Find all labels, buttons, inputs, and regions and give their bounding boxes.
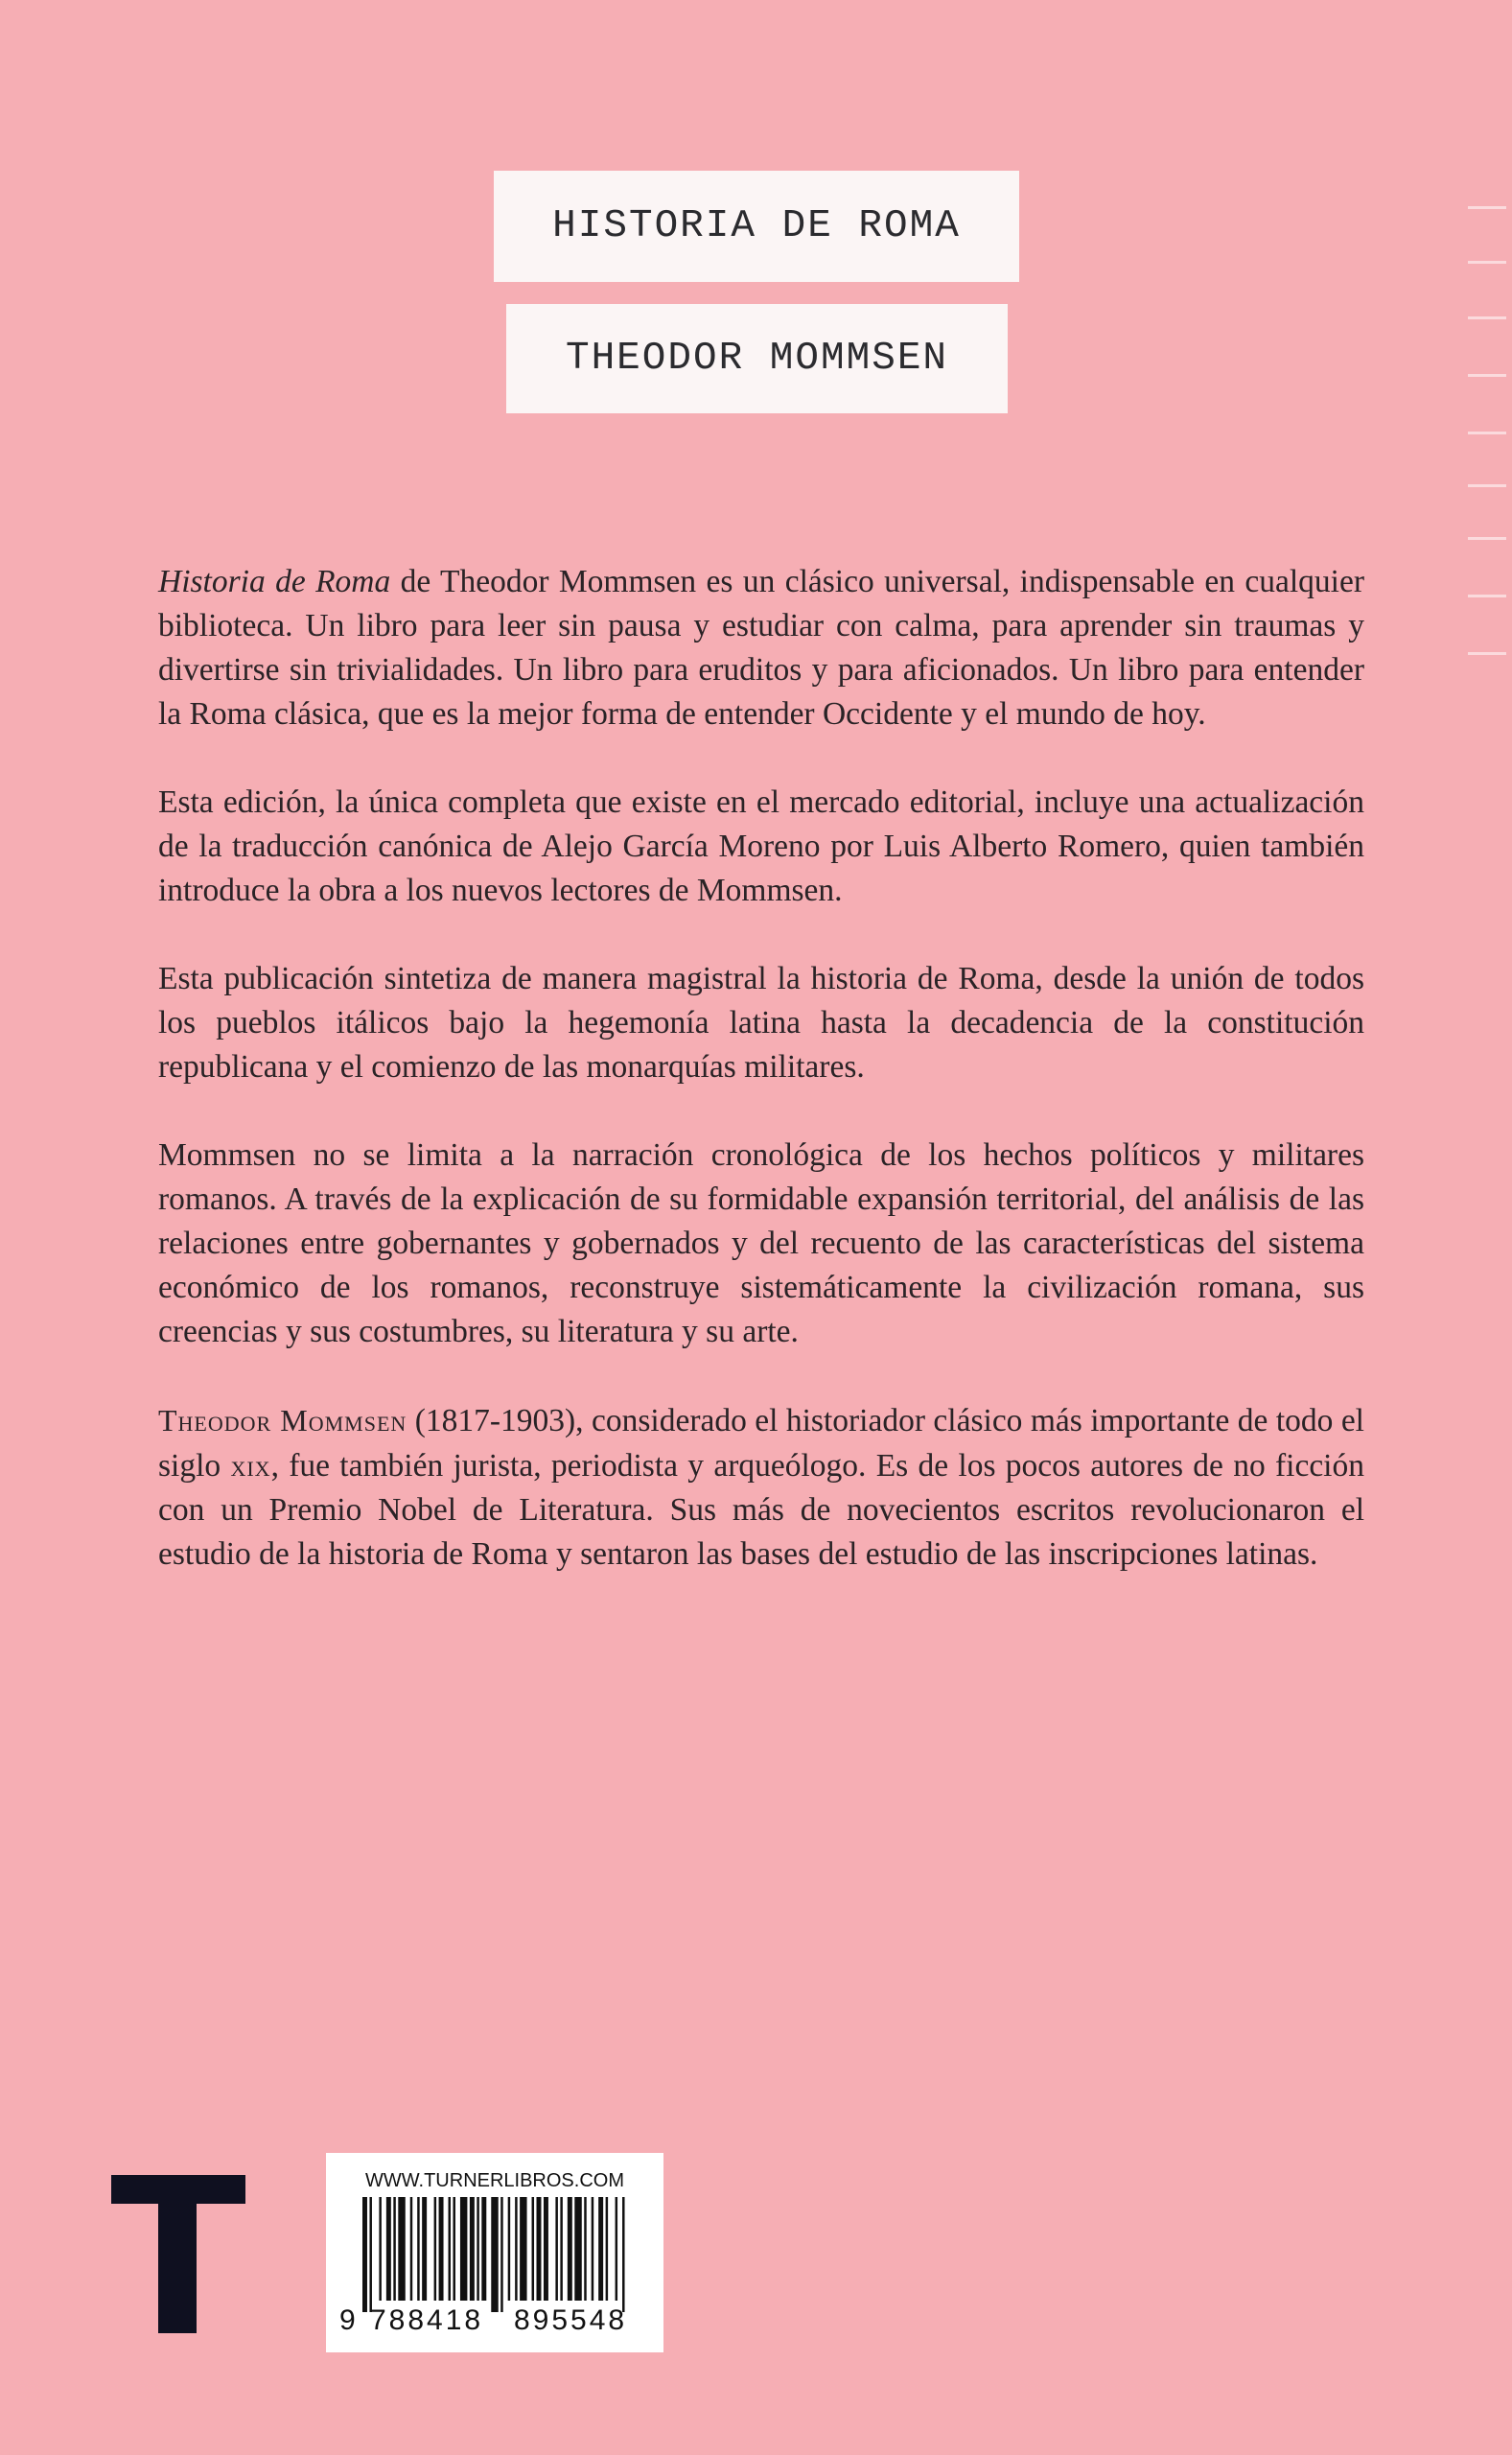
back-cover-blurb xyxy=(158,560,1364,1577)
isbn-digits xyxy=(326,2304,663,2343)
isbn-left-digits: 788418 xyxy=(370,2304,484,2336)
blurb-paragraph-1 xyxy=(158,560,1364,736)
author-bio-century: xix xyxy=(230,1448,271,1483)
blurb-paragraph-3: Esta publicación sintetiza de manera magistral la historia de Roma, desde la unión de todos los pueblos itálicos bajo la hegemonía latina hasta la decadencia de la constitución republicana y el comienzo de las monarquías militares. xyxy=(158,961,1364,1085)
blurb-paragraph-1-text: de Theodor Mommsen es un clásico universal, indispensable en cualquier biblioteca. Un libro para leer sin pausa y estudiar con calma, para aprender sin traumas y divertirse sin trivialidades. Un libro para eruditos y para aficionados. Un libro para entender la Roma clásica, que es la mejor forma de entender Occidente y el mundo de hoy. xyxy=(158,564,1364,732)
title-label xyxy=(494,171,1019,282)
book-author: THEODOR MOMMSEN xyxy=(565,337,949,381)
author-bio xyxy=(158,1398,1364,1577)
publisher-url: WWW.TURNERLIBROS.COM xyxy=(365,2170,624,2191)
turner-t-logo-icon xyxy=(111,2175,245,2333)
book-title-italic: Historia de Roma xyxy=(158,564,391,599)
barcode-bars-icon xyxy=(362,2197,627,2312)
author-bio-text-a: (1817-1903), considerado el historiador clásico más importante de todo el siglo xyxy=(158,1403,1364,1484)
blurb-paragraph-4: Mommsen no se limita a la narración cronológica de los hechos políticos y militares romanos. A través de la explicación de su formidable expansión territorial, del análisis de las relaciones entre gobernantes y gobernados y del recuento de las características del sistema económico de los romanos, reconstruye sistemáticamente la civilización romana, sus creencias y sus costumbres, su literatura y su arte. xyxy=(158,1137,1364,1349)
isbn-lead-digit: 9 xyxy=(339,2304,356,2336)
book-title: HISTORIA DE ROMA xyxy=(552,204,961,248)
author-bio-text-b: , fue también jurista, periodista y arqueólogo. Es de los pocos autores de no ficción con un Premio Nobel de Literatura. Sus más de novecientos escritos revolucionaron el estudio de la historia de Roma y sentaron las bases del estudio de las inscripciones latinas. xyxy=(158,1448,1364,1572)
author-bio-name: Theodor Mommsen xyxy=(158,1403,407,1438)
shrink-wrap-edge xyxy=(1454,0,1512,959)
author-label xyxy=(506,304,1008,413)
blurb-paragraph-2: Esta edición, la única completa que existe en el mercado editorial, incluye una actualización de la traducción canónica de Alejo García Moreno por Luis Alberto Romero, quien también introduce la obra a los nuevos lectores de Mommsen. xyxy=(158,784,1364,908)
isbn-right-digits: 895548 xyxy=(514,2304,628,2336)
isbn-barcode xyxy=(326,2153,663,2352)
